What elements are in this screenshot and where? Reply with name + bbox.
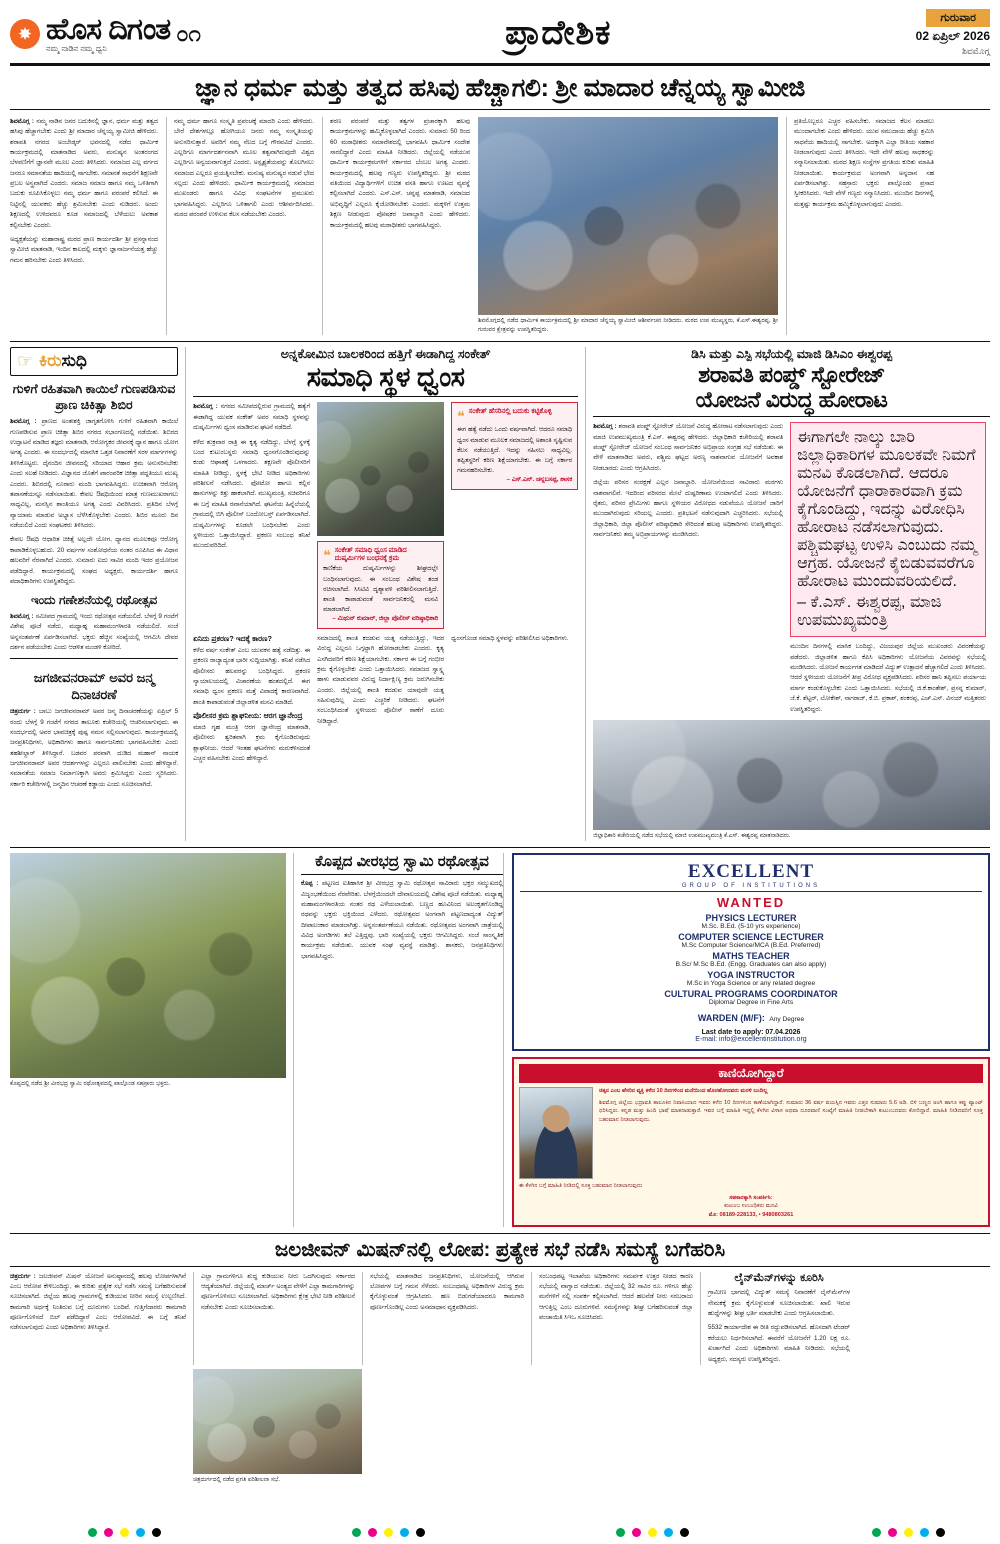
kirusudhi-title-2: ಸುಧಿ <box>61 351 87 371</box>
rathotsava-photo-block <box>10 853 293 1227</box>
kanike-phone[interactable]: ಮೊ: 08189-228133, • 9480803261 <box>708 1211 794 1218</box>
lead-story <box>10 66 990 335</box>
sharavathi-body3: ಮುಂದಿನ ದಿನಗಳಲ್ಲಿ ಮಾಸಿಕ ಬಂದಿದ್ದು, ವಿಜಯಪುರ ಜಿಲ್ಲೆಯ ಮುಖಂಡರು ವಿವರಣೆಯನ್ನು ಪಡೆದರು. ಜಿಲ್ಲಾಡಳಿತ ಹಾಗೂ ಕೆಪಿಸಿ ಅಧಿಕಾರಿಗಳು ಯೋಜನೆಯ ವಿವರವನ್ನು ಸಭೆಯಲ್ಲಿ ಮಂಡಿಸಿದರು. ಯೋಜನೆ ಕಾರ್ಯಗತ ಮಾಡಿದರೆ ವಿದ್ಯುತ್ ಉತ್ಪಾದನೆ ಹೆಚ್ಚಾಗಲಿದೆ ಎಂದು ತಿಳಿಸಿದರು. ಆದರೆ ಸ್ಥಳೀಯರು ಯೋಜನೆಗೆ ತೀವ್ರ ವಿರೋಧ ವ್ಯಕ್ತಪಡಿಸಿದರು. ಪರಿಸರ ಹಾನಿ ತಪ್ಪಿಸಲು ಪರ್ಯಾಯ ಮಾರ್ಗ ಕಂಡುಕೊಳ್ಳಬೇಕು ಎಂದು ಒತ್ತಾಯಿಸಿದರು. ಸಭೆಯಲ್ಲಿ ಜಿ.ಕೆ.ಕಾಂತೇಶ್, ಪ್ರಸನ್ನ ಕುಮಾರ್, ಜೆ.ಕೆ. ಶೆಟ್ಟರ್, ಲೋಕೇಶ್, ನಾಗರಾಜ್, ಕೆ.ಬಿ. ಪ್ರಕಾಶ್, ಶಂಕರಪ್ಪ, ಎಚ್.ಎಸ್. ವಿನಯ್ ಮತ್ತಿತರರು ಉಪಸ್ಥಿತರಿದ್ದರು. <box>790 643 987 713</box>
sharavathi-story <box>585 347 990 841</box>
job-item <box>520 913 982 930</box>
rathotsava-dateline: ಕೊಪ್ಪ : <box>301 880 319 888</box>
reg-dot <box>632 1528 641 1537</box>
lead-photo <box>478 117 778 315</box>
samadhi-caption-text: ಧ್ವಂಸಗೊಂಡ ಸಮಾಧಿ ಸ್ಥಳವನ್ನು ಪರಿಶೀಲಿಸಿದ ಅಧಿಕಾರಿಗಳು. <box>451 634 569 642</box>
kirusudhi-title-1: ಕಿರು <box>39 351 62 371</box>
newspaper-logo[interactable] <box>10 12 201 53</box>
job-role: COMPUTER SCIENCE LECTURER <box>678 931 824 942</box>
samadhi-quote2-text: ಈಗ ಹತ್ಯೆ ನಡೆದು ಒಂದು ವರ್ಷವಾಗಿದೆ. ಆದರೂ ಸಮಾಧಿ ಧ್ವಂಸ ಮಾಡುವ ಮೂಲಕ ಸಮಾಜದಲ್ಲಿ ಅಶಾಂತಿ ಸೃಷ್ಟಿಸುವ ಕೆಲಸ ನಡೆಯುತ್ತಿದೆ. ಇದನ್ನು ಸಹಿಸಲು ಸಾಧ್ಯವಿಲ್ಲ. ತಪ್ಪಿತಸ್ಥರಿಗೆ ಕಠಿಣ ಶಿಕ್ಷೆಯಾಗಬೇಕು. ಈ ಬಗ್ಗೆ ಸರ್ಕಾರ ಗಮನಹರಿಸಬೇಕು. <box>457 426 573 474</box>
reg-dot <box>400 1528 409 1537</box>
jaljeevan-subhead: ಲೈನ್‌ಮೆನ್‌ಗಳನ್ನು ಕೂರಿಸಿ <box>734 1271 824 1284</box>
kanike-title: ಕಾಣಿಯೋಗಿದ್ದಾರೆ <box>519 1064 983 1083</box>
reg-dot <box>936 1528 945 1537</box>
jaljeevan-col2: ಎಲ್ಲಾ ಗ್ರಾಮಗಳಿಗೂ ಶುದ್ಧ ಕುಡಿಯುವ ನೀರು ಒದಗಿಸುವುದು ಸರ್ಕಾರದ ಆದ್ಯತೆಯಾಗಿದೆ. ಜಿಲ್ಲೆಯಲ್ಲಿ ಮಾರ್ಚ್ ಅಂತ್ಯದ ವೇಳೆಗೆ ಎಲ್ಲಾ ಕಾಮಗಾರಿಗಳನ್ನು ಪೂರ್ಣಗೊಳಿಸಲು ಸೂಚಿಸಲಾಗಿದೆ. ಅಧಿಕಾರಿಗಳು ಕ್ಷೇತ್ರ ಭೇಟಿ ನೀಡಿ ಪರಿಶೀಲನೆ ನಡೆಸಬೇಕು ಎಂದು ಸೂಚಿಸಲಾಯಿತು. <box>201 1272 355 1311</box>
job-role: MATHS TEACHER <box>712 950 790 961</box>
reg-dot <box>88 1528 97 1537</box>
samadhi-quote-2 <box>451 402 578 489</box>
job-role: WARDEN (M/F): <box>697 1012 765 1023</box>
sharavathi-photo-caption: ಜಿಲ್ಲಾಧಿಕಾರಿ ಕಚೇರಿಯಲ್ಲಿ ನಡೆದ ಸಭೆಯಲ್ಲಿ ಮಾಜಿ ಉಪಮುಖ್ಯಮಂತ್ರಿ ಕೆ.ಎಸ್. ಈಶ್ವರಪ್ಪ ಮಾತನಾಡಿದರು. <box>593 832 791 839</box>
reg-dot <box>920 1528 929 1537</box>
job-item <box>520 932 982 949</box>
samadhi-dateline: ಶಿವಮೊಗ್ಗ : <box>193 403 218 411</box>
job-item <box>520 970 982 987</box>
edition-day: ಗುರುವಾರ <box>926 9 990 28</box>
jaljeevan-photo <box>193 1369 362 1474</box>
job-role: YOGA INSTRUCTOR <box>707 969 795 980</box>
jaljeevan-col5: 5532 ಕಾರ್ಯಾದೇಶ ಈ ರೀತಿ ರದ್ದುಪಡಿಸಲಾಗಿದೆ. ಹೊಸದಾಗಿ ಟೆಂಡರ್ ಕರೆಯಲು ನಿರ್ಧರಿಸಲಾಗಿದೆ. ಈವರೆಗೆ ಯೋಜನೆಗೆ 1.20 ಲಕ್ಷ ರೂ. ಖರ್ಚಾಗಿದೆ ಎಂದು ಅಧಿಕಾರಿಗಳು ಮಾಹಿತಿ ನೀಡಿದರು. ಸಭೆಯಲ್ಲಿ ಅಧ್ಯಕ್ಷರು, ಸದಸ್ಯರು ಉಪಸ್ಥಿತರಿದ್ದರು. <box>708 1324 850 1363</box>
lead-col-4 <box>786 117 934 335</box>
samadhi-sub1: ಏನಿದು ಪ್ರಕರಣ? ಇದಕ್ಕೆ ಕಾರಣ? <box>193 633 272 643</box>
kirusudhi-item2-dateline: ಶಿವಮೊಗ್ಗ : <box>10 612 34 620</box>
kirusudhi-item3-head: ಜಗಜೀವನರಾಮ್ ಅವರ ಜನ್ಮ ದಿನಾಚರಣೆ <box>33 670 155 703</box>
samadhi-body1: ನಗರದ ಸಮೀಪದಲ್ಲಿರುವ ಗ್ರಾಮದಲ್ಲಿ ಹತ್ಯೆಗೆ ಈಡಾಗಿದ್ದ ಯುವಕ ಸಂಕೇತ್ ಅವರ ಸಮಾಧಿ ಸ್ಥಳವನ್ನು ದುಷ್ಕರ್ಮಿಗಳು ಧ್ವಂಸ ಮಾಡಿರುವ ಘಟನೆ ನಡೆದಿದೆ. <box>193 403 311 432</box>
lead-photo-caption: ಶಿವಮೊಗ್ಗದಲ್ಲಿ ನಡೆದ ಧಾರ್ಮಿಕ ಕಾರ್ಯಕ್ರಮದಲ್ಲಿ ಶ್ರೀ ಮಾದಾರ ಚೆನ್ನಯ್ಯ ಸ್ವಾಮೀಜಿ ಆಶೀರ್ವಚನ ನೀಡಿದರು. ಮಠದ ಉಪ ಮುಖ್ಯಸ್ಥರು, ಕೆ.ಎಸ್.ಈಶ್ವರಪ್ಪ, ಶ್ರೀ ಗುರುವರ ಕ್ಷೇತ್ರವನ್ನು ಉಪಸ್ಥಿತರಿದ್ದರು. <box>478 317 778 333</box>
job-desc: M.Sc Computer Science/MCA (B.Ed. Preferred) <box>681 941 821 949</box>
reg-dot <box>904 1528 913 1537</box>
kanike-footer-label: ಸಹಕಾರಕ್ಕಾಗಿ ಸಂಪರ್ಕಿಸಿ: <box>729 1194 773 1201</box>
lead-col1b-text: ಅಧ್ಯಕ್ಷತೆಯನ್ನು ಮಹಾರಾಷ್ಟ್ರ ಮಠದ ಪ್ರಾಣ ಕಾರ್ಯದರ್ಶಿ ಶ್ರೀ ಪ್ರಸನ್ನಾನಂದ ಸ್ವಾಮೀಜಿ ಮಾತನಾಡಿ, ಇಂದಿನ ಕಾಲದಲ್ಲಿ ಮಕ್ಕಳು ಜ್ಞಾನಾರ್ಜನೆಯತ್ತ ಹೆಚ್ಚು ಗಮನ ಹರಿಸಬೇಕು ಎಂದು ತಿಳಿಸಿದರು. <box>10 235 158 264</box>
jaljeevan-col3: ಸಭೆಯಲ್ಲಿ ಮಾತನಾಡಿದ ಜನಪ್ರತಿನಿಧಿಗಳು, ಯೋಜನೆಯಲ್ಲಿ ಆಗಿರುವ ಲೋಪಗಳ ಬಗ್ಗೆ ಗಮನ ಸೆಳೆದರು. ಸಂಬಂಧಪಟ್ಟ ಅಧಿಕಾರಿಗಳ ವಿರುದ್ಧ ಕ್ರಮ ಕೈಗೊಳ್ಳುವಂತೆ ಆಗ್ರಹಿಸಿದರು. ಹಣ ಬಿಡುಗಡೆಯಾದರೂ ಕಾಮಗಾರಿ ಪೂರ್ಣಗೊಂಡಿಲ್ಲ ಎಂದು ಅಸಮಾಧಾನ ವ್ಯಕ್ತಪಡಿಸಿದರು. <box>370 1272 524 1311</box>
samadhi-body3: ಕಳೆದ ವರ್ಷ ಸಂಕೇತ್ ಎಂಬ ಯುವಕನ ಹತ್ಯೆ ನಡೆದಿತ್ತು. ಈ ಪ್ರಕರಣ ರಾಜ್ಯಾದ್ಯಂತ ಭಾರೀ ಸುದ್ದಿಯಾಗಿತ್ತು. ತನಿಖೆ ನಡೆಸಿದ ಪೊಲೀಸರು ಹಲವರನ್ನು ಬಂಧಿಸಿದ್ದರು. ಪ್ರಕರಣ ನ್ಯಾಯಾಲಯದಲ್ಲಿ ವಿಚಾರಣೆಯ ಹಂತದಲ್ಲಿದೆ. ಈಗ ಸಮಾಧಿ ಧ್ವಂಸ ಪ್ರಕರಣ ಮತ್ತೆ ವಿವಾದಕ್ಕೆ ಕಾರಣವಾಗಿದೆ. ಶಾಂತಿ ಕಾಪಾಡುವಂತೆ ಜಿಲ್ಲಾಡಳಿತ ಮನವಿ ಮಾಡಿದೆ. <box>193 646 311 706</box>
job-desc: B.Sc/ M.Sc B.Ed. (Engg. Graduates can also apply) <box>675 960 827 968</box>
job-desc: Diploma/ Degree in Fine Arts <box>708 998 794 1006</box>
kirusudhi-item1-body2: ಕೇವಲ ಔಷಧಿ ಆಧಾರಿತ ಚಿಕಿತ್ಸೆ ಅಲ್ಲದೇ ಯೋಗ, ಧ್ಯಾನದ ಮೂಲಕವೂ ಆರೋಗ್ಯ ಕಾಪಾಡಿಕೊಳ್ಳಬಹುದು. 20 ವರ್ಷಗಳ ಸಂಶೋಧನೆಯ ನಂತರ ರೂಪಿಸಿದ ಈ ವಿಧಾನ ಹಲವರಿಗೆ ನೆರವಾಗಿದೆ ಎಂದರು. ಸುಮಾರು ಐದು ಸಾವಿರ ಮಂದಿ ಇದರ ಪ್ರಯೋಜನ ಪಡೆದಿದ್ದಾರೆ. ಕಾರ್ಯಕ್ರಮದಲ್ಲಿ ಸಂಘದ ಅಧ್ಯಕ್ಷರು, ಕಾರ್ಯದರ್ಶಿ ಹಾಗೂ ಪದಾಧಿಕಾರಿಗಳು ಉಪಸ್ಥಿತರಿದ್ದರು. <box>10 536 179 585</box>
lead-dateline: ಶಿವಮೊಗ್ಗ : <box>10 117 34 125</box>
excellent-lastdate: Last date to apply: 07.04.2026 <box>701 1028 801 1036</box>
jaljeevan-headline: ಜಲಜೀವನ್ ಮಿಷನ್‌ನಲ್ಲಿ ಲೋಪ: ಪ್ರತ್ಯೇಕ ಸಭೆ ನಡೆಸಿ ಸಮಸ್ಯೆ ಬಗೆಹರಿಸಿ <box>274 1238 726 1261</box>
reg-dot <box>152 1528 161 1537</box>
samadhi-quote1-text: ಕಾಣಿಕೆಯ ದುಷ್ಕರ್ಮಿಗಳನ್ನು ಶೀಘ್ರದಲ್ಲೇ ಬಂಧಿಸಲಾಗುವುದು. ಈ ಸಂಬಂಧ ವಿಶೇಷ ತಂಡ ರಚಿಸಲಾಗಿದೆ. ಸಿಸಿಟಿವಿ ದೃಶ್ಯಾವಳಿ ಪರಿಶೀಲಿಸಲಾಗುತ್ತಿದೆ. ಶಾಂತಿ ಕಾಪಾಡುವಂತೆ ಸಾರ್ವಜನಿಕರಲ್ಲಿ ಮನವಿ ಮಾಡಲಾಗಿದೆ. <box>323 565 439 613</box>
missing-person-ad <box>512 1057 990 1227</box>
rathotsava-headline: ಕೊಪ್ಪದ ವೀರಭದ್ರ ಸ್ವಾಮಿ ರಥೋತ್ಸವ <box>315 852 489 870</box>
sharavathi-headline-1: ಶರಾವತಿ ಪಂಪ್ಡ್ ಸ್ಟೋರೇಜ್ <box>698 361 885 387</box>
reg-dot <box>120 1528 129 1537</box>
reg-dot <box>384 1528 393 1537</box>
masthead <box>10 8 990 66</box>
jaljeevan-col4: ಸಂಬಂಧಪಟ್ಟ ಇಲಾಖೆಯ ಅಧಿಕಾರಿಗಳು ಸಮರ್ಪಕ ಉತ್ತರ ನೀಡದ ಕಾರಣ ಸಭೆಯಲ್ಲಿ ವಾಗ್ವಾದ ನಡೆಯಿತು. ಜಿಲ್ಲೆಯಲ್ಲಿ 32 ಸಾವಿರ ರೂ. ಗಳಿಗೂ ಹೆಚ್ಚು ಮನೆಗಳಿಗೆ ನಲ್ಲಿ ಸಂಪರ್ಕ ಕಲ್ಪಿಸಲಾಗಿದೆ. ಆದರೆ ಹಲವೆಡೆ ನೀರು ಸರಬರಾಜು ಆಗುತ್ತಿಲ್ಲ ಎಂಬ ದೂರುಗಳಿವೆ. ಸಮಸ್ಯೆಗಳನ್ನು ಶೀಘ್ರ ಬಗೆಹರಿಸುವಂತೆ ಜಿಲ್ಲಾ ಪಂಚಾಯಿತಿ ಸಿಇಒ ಸೂಚಿಸಿದರು. <box>539 1272 693 1322</box>
reg-dot <box>368 1528 377 1537</box>
jaljeevan-col-1 <box>10 1272 186 1365</box>
samadhi-quote-1 <box>317 541 444 628</box>
kirusudhi-item1-dateline: ಶಿವಮೊಗ್ಗ : <box>10 418 37 426</box>
kanike-body: ಶಿವಮೊಗ್ಗ ಜಿಲ್ಲೆಯ ಭದ್ರಾವತಿ ತಾಲೂಕಿನ ನಿವಾಸಿಯಾದ ಇವರು ಕಳೆದ 10 ದಿನಗಳಿಂದ ಕಾಣೆಯಾಗಿದ್ದಾರೆ. ಸುಮಾರು 36 ವರ್ಷ ವಯಸ್ಸಿನ ಇವರು ಎತ್ತರ ಸುಮಾರು 5.6 ಅಡಿ. ಬಿಳಿ ಬಣ್ಣದ ಅಂಗಿ ಹಾಗೂ ಕಪ್ಪು ಪ್ಯಾಂಟ್ ಧರಿಸಿದ್ದರು. ಕನ್ನಡ ಮತ್ತು ಹಿಂದಿ ಭಾಷೆ ಮಾತನಾಡುತ್ತಾರೆ. ಇವರ ಬಗ್ಗೆ ಮಾಹಿತಿ ಇದ್ದಲ್ಲಿ ಕೆಳಗಿನ ವಿಳಾಸ ಅಥವಾ ದೂರವಾಣಿ ಸಂಖ್ಯೆಗೆ ಮಾಹಿತಿ ನೀಡಬೇಕಾಗಿ ಕುಟುಂಬದವರು ಕೋರಿದ್ದಾರೆ. ಮಾಹಿತಿ ನೀಡಿದವರಿಗೆ ಸೂಕ್ತ ಬಹುಮಾನ ನೀಡಲಾಗುವುದು. <box>599 1099 983 1123</box>
lead-col3-text: ಶರಣ ಪರಂಪರೆ ಮತ್ತು ತತ್ವಗಳ ಪ್ರಚಾರಕ್ಕಾಗಿ ಹಲವು ಕಾರ್ಯಕ್ರಮಗಳನ್ನು ಹಮ್ಮಿಕೊಳ್ಳಲಾಗಿದೆ ಎಂದರು. ಸುಮಾರು 50 ರಿಂದ 60 ಮಠಾಧೀಶರು ಸಮಾವೇಶದಲ್ಲಿ ಭಾಗವಹಿಸಿ ಧಾರ್ಮಿಕ ಸಂದೇಶ ಸಾರಲಿದ್ದಾರೆ ಎಂದು ಮಾಹಿತಿ ನೀಡಿದರು. ಜಿಲ್ಲೆಯಲ್ಲಿ ನಡೆಯುವ ಧಾರ್ಮಿಕ ಕಾರ್ಯಕ್ರಮಗಳಿಗೆ ಸರ್ಕಾರದ ಬೆಂಬಲ ಅಗತ್ಯ ಎಂದರು. ಕಾರ್ಯಕ್ರಮದಲ್ಲಿ ಹಲವು ಗಣ್ಯರು ಉಪಸ್ಥಿತರಿದ್ದರು. ಶ್ರೀ ಮಠದ ವತಿಯಿಂದ ವಿದ್ಯಾರ್ಥಿಗಳಿಗೆ ಉಚಿತ ವಸತಿ ಹಾಗೂ ಊಟದ ವ್ಯವಸ್ಥೆ ಕಲ್ಪಿಸಲಾಗಿದೆ ಎಂದರು. ಎಸ್.ಎಸ್. ಚನ್ನಪ್ಪ ಮಾತನಾಡಿ, ಸಮಾಜದ ಅಭಿವೃದ್ಧಿಗೆ ಎಲ್ಲರೂ ಕೈಜೋಡಿಸಬೇಕು ಎಂದರು. ಮಕ್ಕಳಿಗೆ ಉತ್ತಮ ಶಿಕ್ಷಣ ನೀಡುವುದು ಪೋಷಕರ ಜವಾಬ್ದಾರಿ ಎಂದು ಹೇಳಿದರು. ಕಾರ್ಯಕ್ರಮದಲ್ಲಿ ಹಲವು ಮಠಾಧೀಶರು ಭಾಗವಹಿಸಿದ್ದರು. <box>330 117 470 229</box>
kirusudhi-item2-head: ಇಂದು ಗಣೇಶನೆಯಲ್ಲಿ ರಥೋತ್ಸವ <box>30 593 158 608</box>
kanike-note: ಕುಟುಂಬ ಸಂಬಂಧಿಕರು ಮನವಿ <box>724 1203 778 1210</box>
kirusudhi-header <box>10 347 178 376</box>
sharavathi-dateline: ಶಿವಮೊಗ್ಗ : <box>593 423 617 431</box>
samadhi-body2: ಕಳೆದ ಶುಕ್ರವಾರ ರಾತ್ರಿ ಈ ಕೃತ್ಯ ನಡೆದಿದ್ದು, ಬೆಳಗ್ಗೆ ಸ್ಥಳಕ್ಕೆ ಬಂದ ಕುಟುಂಬಸ್ಥರು ಸಮಾಧಿ ಧ್ವಂಸಗೊಂಡಿರುವುದನ್ನು ಕಂಡು ಆಘಾತಕ್ಕೆ ಒಳಗಾದರು. ತಕ್ಷಣವೇ ಪೊಲೀಸರಿಗೆ ಮಾಹಿತಿ ನೀಡಿದ್ದು, ಸ್ಥಳಕ್ಕೆ ಭೇಟಿ ನೀಡಿದ ಅಧಿಕಾರಿಗಳು ಪರಿಶೀಲನೆ ನಡೆಸಿದರು. ಫೋಟೋ ಹಾಗೂ ಕಲ್ಲಿನ ಹಾಸುಗಳನ್ನು ಕಿತ್ತು ಹಾಕಲಾಗಿದೆ. ಮುಖ್ಯಮಂತ್ರಿ, ಸಚಿವರಿಗೂ ಈ ಬಗ್ಗೆ ಮಾಹಿತಿ ರವಾನೆಯಾಗಿದೆ. ಘಟನೆಯ ಹಿನ್ನೆಲೆಯಲ್ಲಿ ಗ್ರಾಮದಲ್ಲಿ ಬಿಗಿ ಪೊಲೀಸ್ ಬಂದೋಬಸ್ತ್ ಏರ್ಪಡಿಸಲಾಗಿದೆ. ದುಷ್ಕರ್ಮಿಗಳನ್ನು ಕೂಡಲೇ ಬಂಧಿಸಬೇಕು ಎಂದು ಸ್ಥಳೀಯರು ಒತ್ತಾಯಿಸಿದ್ದಾರೆ. ಪ್ರಕರಣ ಸಂಬಂಧ ತನಿಖೆ ಮುಂದುವರಿದಿದೆ. <box>193 438 311 550</box>
job-desc: Any Degree <box>769 1015 805 1023</box>
job-item <box>520 1008 982 1026</box>
reg-dot <box>680 1528 689 1537</box>
jaljeevan-col1: ಜಲಜೀವನ್ ಮಿಷನ್ ಯೋಜನೆ ಅನುಷ್ಠಾನದಲ್ಲಿ ಹಲವು ಲೋಪಗಳಾಗಿವೆ ಎಂಬ ಆರೋಪ ಕೇಳಿಬಂದಿದ್ದು, ಈ ಕುರಿತು ಪ್ರತ್ಯೇಕ ಸಭೆ ನಡೆಸಿ ಸಮಸ್ಯೆ ಬಗೆಹರಿಸುವಂತೆ ಸೂಚಿಸಲಾಗಿದೆ. ಜಿಲ್ಲೆಯ ಹಲವು ಗ್ರಾಮಗಳಲ್ಲಿ ಕುಡಿಯುವ ನೀರಿನ ಸಮಸ್ಯೆ ಉಲ್ಬಣಿಸಿದೆ. ಕಾಮಗಾರಿ ಅರ್ಧಕ್ಕೆ ನಿಂತಿರುವ ಬಗ್ಗೆ ದೂರುಗಳು ಬಂದಿವೆ. ಗುತ್ತಿಗೆದಾರರು ಕಾಮಗಾರಿ ಪೂರ್ಣಗೊಳಿಸದೆ ಬಿಲ್ ಪಡೆದಿದ್ದಾರೆ ಎಂಬ ಆರೋಪವಿದೆ. ಈ ಬಗ್ಗೆ ತನಿಖೆ ನಡೆಸಲಾಗುವುದು ಎಂದು ಅಧಿಕಾರಿಗಳು ತಿಳಿಸಿದ್ದಾರೆ. <box>10 1272 187 1332</box>
rathotsava-photo <box>10 853 286 1078</box>
kirusudhi-column <box>10 347 185 841</box>
globe-icon: ✸ <box>10 19 40 49</box>
missing-person-photo <box>519 1087 593 1179</box>
samadhi-headline: ಸಮಾಧಿ ಸ್ಥಳ ಧ್ವಂಸ <box>306 361 465 392</box>
job-item <box>520 951 982 968</box>
pointing-hand-icon: ☞ <box>17 350 34 371</box>
jaljeevan-col-2 <box>193 1272 355 1365</box>
jaljeevan-col-3 <box>362 1272 524 1365</box>
samadhi-quote1-author: – ಮಿಥುನ್ ಕುಮಾರ್, ಜಿಲ್ಲಾ ಪೊಲೀಸ್ ವರಿಷ್ಠಾಧಿಕಾರಿ <box>332 614 439 622</box>
lead-headline: ಜ್ಞಾನ ಧರ್ಮ ಮತ್ತು ತತ್ವದ ಹಸಿವು ಹೆಚ್ಚಾಗಲಿ: ಶ್ರೀ ಮಾದಾರ ಚೆನ್ನಯ್ಯ ಸ್ವಾಮೀಜಿ <box>194 74 806 102</box>
quote-mark-icon-2: ❝ <box>457 408 465 425</box>
excellent-wanted: WANTED <box>716 894 786 910</box>
masthead-dateblock <box>916 9 990 59</box>
logo-title: ಹೊಸ ದಿಗಂತ <box>46 12 171 46</box>
jaljeevan-photo-caption: ಚಿತ್ರದುರ್ಗದಲ್ಲಿ ನಡೆದ ಪ್ರಗತಿ ಪರಿಶೀಲನಾ ಸಭೆ. <box>193 1476 281 1483</box>
excellent-brand: EXCELLENT <box>687 860 815 882</box>
samadhi-photo <box>317 402 444 536</box>
job-item <box>520 989 982 1006</box>
samadhi-sub2: ಪೊಲೀಸರ ಕ್ರಮ ಶ್ಲಾಘನೀಯ: ಆರಗ ಜ್ಞಾನೇಂದ್ರ <box>193 711 303 720</box>
sharavathi-quote-author: – ಕೆ.ಎಸ್. ಈಶ್ವರಪ್ಪ, ಮಾಜಿ ಉಪಮುಖ್ಯಮಂತ್ರಿ <box>797 594 942 630</box>
reg-dot <box>616 1528 625 1537</box>
samadhi-quote1-head: ಸಂಕೇತ್ ಸಮಾಧಿ ಧ್ವಂಸ ಮಾಡಿದ ದುಷ್ಕರ್ಮಿಗಳ ಬಂಧನಕ್ಕೆ ಕ್ರಮ <box>334 547 407 563</box>
rathotsava-body: ಪಟ್ಟಣದ ಐತಿಹಾಸಿಕ ಶ್ರೀ ವೀರಭದ್ರ ಸ್ವಾಮಿ ರಥೋತ್ಸವ ಸಾವಿರಾರು ಭಕ್ತರ ಸಮ್ಮುಖದಲ್ಲಿ ವಿಜೃಂಭಣೆಯಿಂದ ನೆರವೇರಿತು. ಬೆಳಗ್ಗೆಯಿಂದಲೇ ದೇವಾಲಯದಲ್ಲಿ ವಿಶೇಷ ಪೂಜೆ ನಡೆಯಿತು. ಮಧ್ಯಾಹ್ನ ಮಹಾಮಂಗಳಾರತಿಯ ನಂತರ ರಥ ಎಳೆಯಲಾಯಿತು. ಬಣ್ಣದ ಹೂವಿನಿಂದ ಅಲಂಕೃತಗೊಂಡಿದ್ದ ರಥವನ್ನು ಭಕ್ತರು ಭಕ್ತಿಯಿಂದ ಎಳೆದರು. ರಥೋತ್ಸವದ ಅಂಗವಾಗಿ ಪಟ್ಟಣದಾದ್ಯಂತ ವಿದ್ಯುತ್ ದೀಪಾಲಂಕಾರ ಮಾಡಲಾಗಿತ್ತು. ಅನ್ನಸಂತರ್ಪಣೆಯೂ ನಡೆಯಿತು. ರಥೋತ್ಸವದ ಅಂಗವಾಗಿ ಜಾತ್ರೆಯಲ್ಲಿ ವಿವಿಧ ಅಂಗಡಿಗಳು ತಲೆ ಎತ್ತಿದ್ದವು. ಭಾರಿ ಸಂಖ್ಯೆಯಲ್ಲಿ ಭಕ್ತರು ಆಗಮಿಸಿದ್ದರು. ಸಂಜೆ ಸಾಂಸ್ಕೃತಿಕ ಕಾರ್ಯಕ್ರಮ ನಡೆಯಿತು. ಯುವಕ ಸಂಘ ವ್ಯವಸ್ಥೆ ಮಾಡಿತ್ತು. ಶಾಸಕರು, ಜನಪ್ರತಿನಿಧಿಗಳು ಭಾಗವಹಿಸಿದ್ದರು. <box>301 880 504 960</box>
rathotsava-story <box>293 853 503 1227</box>
samadhi-story <box>185 347 585 841</box>
reg-dot <box>352 1528 361 1537</box>
jaljeevan-sub-body: ಗ್ರಾಮೀಣ ಭಾಗದಲ್ಲಿ ವಿದ್ಯುತ್ ಸಮಸ್ಯೆ ನಿವಾರಣೆಗೆ ಲೈನ್‌ಮೆನ್‌ಗಳ ನೇಮಕಕ್ಕೆ ಕ್ರಮ ಕೈಗೊಳ್ಳುವಂತೆ ಸೂಚಿಸಲಾಯಿತು. ಖಾಲಿ ಇರುವ ಹುದ್ದೆಗಳನ್ನು ಶೀಘ್ರ ಭರ್ತಿ ಮಾಡಬೇಕು ಎಂದು ಆಗ್ರಹಿಸಲಾಯಿತು. <box>708 1289 850 1318</box>
reg-dot <box>872 1528 881 1537</box>
ads-column <box>503 853 990 1227</box>
lead-col-3 <box>322 117 470 335</box>
samadhi-quote2-author: – ಎಸ್.ಎನ್. ಚನ್ನಬಸಪ್ಪ, ಶಾಸಕ <box>506 475 573 483</box>
job-desc: M.Sc in Yoga Science or any related degree <box>686 979 816 987</box>
kanike-top-line: ಚಿಕ್ಕನ ಎಂಬ ಹೆಸರಿನ ವ್ಯಕ್ತಿ ಕಳೆದ 10 ದಿನಗಳಿಂದ ಮನೆಯಿಂದ ಹೊರಹೋದವರು ಮರಳಿ ಬಂದಿಲ್ಲ <box>599 1087 768 1094</box>
sharavathi-quote-text: ಈಗಾಗಲೇ ನಾಲ್ಕು ಬಾರಿ ಜಿಲ್ಲಾಧಿಕಾರಿಗಳ ಮೂಲಕವೇ ನಿಮಗೆ ಮನವಿ ಕೊಡಲಾಗಿದೆ. ಆದರೂ ಯೋಜನೆಗೆ ಧಾರಾಕಾರವಾಗಿ ಕ್ರಮ ಕೈಗೊಂಡಿದ್ದು, ಇದನ್ನು ವಿರೋಧಿಸಿ ಹೋರಾಟ ನಡೆಸಲಾಗುವುದು. ಪಶ್ಚಿಮಘಟ್ಟ ಉಳಿಸಿ ಎಂಬುದು ನಮ್ಮ ಆಗ್ರಹ. ಯೋಜನೆ ಕೈಬಿಡುವವರೆಗೂ ಹೋರಾಟ ಮುಂದುವರಿಯಲಿದೆ. <box>797 429 977 591</box>
job-role: PHYSICS LECTURER <box>705 912 797 923</box>
excellent-email[interactable]: E-mail: info@excellentinstitution.org <box>695 1035 807 1043</box>
lead-col1-text: ನಮ್ಮ ನಾಡಿನ ಜನರ ಬದುಕಿನಲ್ಲಿ ಜ್ಞಾನ, ಧರ್ಮ ಮತ್ತು ತತ್ವದ ಹಸಿವು ಹೆಚ್ಚಾಗಬೇಕು ಎಂದು ಶ್ರೀ ಮಾದಾರ ಚೆನ್ನಯ್ಯ ಸ್ವಾಮೀಜಿ ಹೇಳಿದರು. ಶರಾವತಿ ನಗರದ ಅಂಬೇಡ್ಕರ್ ಭವನದಲ್ಲಿ ನಡೆದ ಧಾರ್ಮಿಕ ಕಾರ್ಯಕ್ರಮದಲ್ಲಿ ಮಾತನಾಡಿದ ಅವರು, ಮನುಷ್ಯನ ಅಂತರಂಗದ ಬೆಳವಣಿಗೆಗೆ ಜ್ಞಾನವೇ ಮೂಲ ಎಂದು ತಿಳಿಸಿದರು. ಸಮಾಜದ ಎಲ್ಲ ವರ್ಗದ ಜನರೂ ಸಮಾನತೆಯ ಹಾದಿಯಲ್ಲಿ ಸಾಗಬೇಕು. ಸಮಾನತೆ ಸಾಧನೆಗೆ ಶಿಕ್ಷಣವೇ ಪ್ರಬಲ ಅಸ್ತ್ರವಾಗಿದೆ ಎಂದರು. ಸಮಾಜ ಸಮಾಜ ಹಾಗೂ ನಮ್ಮ ಒಳಿತಿಗಾಗಿ ಬದುಕು ರೂಪಿಸಿಕೊಳ್ಳಲು ನಮ್ಮ ಧರ್ಮ ಹಾಗೂ ಪರಂಪರೆ ಕಲಿಸಿದೆ. ಈ ನಿಟ್ಟಿನಲ್ಲಿ ಯುವಕರು ಹೆಚ್ಚು ಶ್ರಮಿಸಬೇಕು ಎಂದು ನುಡಿದರು. ಅಂದು ಶಿಕ್ಷಣದಲ್ಲಿ ಉಳಿದವರೂ ಕೂಡ ಸಮಾಜದಲ್ಲಿ ಬೆಳೆಯಲು ಅವಕಾಶ ಕಲ್ಪಿಸಬೇಕು ಎಂದರು. <box>10 117 159 229</box>
reg-dot <box>104 1528 113 1537</box>
excellent-brand-sub: GROUP OF INSTITUTIONS <box>520 883 982 892</box>
job-desc: M.Sc. B.Ed. (5-10 yrs experience) <box>701 922 801 930</box>
sharavathi-headline-2: ಯೋಜನೆ ವಿರುದ್ಧ ಹೋರಾಟ <box>695 387 888 413</box>
jaljeevan-col-5 <box>700 1272 850 1365</box>
lead-col4-text: ಪ್ರತಿಯೊಬ್ಬರೂ ಎಚ್ಚರ ವಹಿಸಬೇಕು. ಸಮಾಜದ ಕೆಲಸ ಮಾಡಲು ಮುಂದಾಗಬೇಕು ಎಂದು ಹೇಳಿದರು. ಯುವ ಸಮುದಾಯ ಹೆಚ್ಚು ಶ್ರಮಿಸಿ ಸಾಧನೆಯ ಹಾದಿಯಲ್ಲಿ ಸಾಗಬೇಕು. ಅದಕ್ಕಾಗಿ ಎಲ್ಲಾ ರೀತಿಯ ಸಹಕಾರ ನೀಡಲಾಗುವುದು ಎಂದು ತಿಳಿಸಿದರು. ಇದೇ ವೇಳೆ ಹಲವು ಸಾಧಕರನ್ನು ಸನ್ಮಾನಿಸಲಾಯಿತು. ಮಠದ ಶಿಕ್ಷಣ ಸಂಸ್ಥೆಗಳ ಪ್ರಗತಿಯ ಕುರಿತು ಮಾಹಿತಿ ನೀಡಲಾಯಿತು. ಕಾರ್ಯಕ್ರಮದ ಅಂಗವಾಗಿ ಅನ್ನದಾನ ಸಹ ಏರ್ಪಡಿಸಲಾಗಿತ್ತು. ಸಹಸ್ರಾರು ಭಕ್ತರು ಪಾಲ್ಗೊಂಡು ಪ್ರಸಾದ ಸ್ವೀಕರಿಸಿದರು. ಇದೇ ವೇಳೆ ಗಣ್ಯರು ಸನ್ಮಾನಿಸಿದರು. ಮುಂದಿನ ದಿನಗಳಲ್ಲಿ ಮತ್ತಷ್ಟು ಕಾರ್ಯಕ್ರಮ ಹಮ್ಮಿಕೊಳ್ಳಲಾಗುವುದು ಎಂದರು. <box>794 117 934 208</box>
reg-dot <box>136 1528 145 1537</box>
kirusudhi-item3-body: ಬಾಬು ಜಗಜೀವನರಾಮ್ ಅವರ ಜನ್ಮ ದಿನಾಚರಣೆಯನ್ನು ಏಪ್ರಿಲ್ 5 ರಂದು ಬೆಳಗ್ಗೆ 9 ಗಂಟೆಗೆ ನಗರದ ತಾಲೂಕು ಕಚೇರಿಯಲ್ಲಿ ಆಚರಿಸಲಾಗುವುದು. ಈ ಸಂದರ್ಭದಲ್ಲಿ ಅವರ ಭಾವಚಿತ್ರಕ್ಕೆ ಪುಷ್ಪ ನಮನ ಸಲ್ಲಿಸಲಾಗುವುದು. ಕಾರ್ಯಕ್ರಮದಲ್ಲಿ ಜನಪ್ರತಿನಿಧಿಗಳು, ಅಧಿಕಾರಿಗಳು ಹಾಗೂ ಸಾರ್ವಜನಿಕರು ಭಾಗವಹಿಸಬೇಕು ಎಂದು ತಹಶೀಲ್ದಾರ್ ತಿಳಿಸಿದ್ದಾರೆ. ಬಡವರ ಪರವಾಗಿ ದುಡಿದ ಮಹಾನ್ ನಾಯಕ ಜಗಜೀವನರಾಮ್ ಅವರ ಆದರ್ಶಗಳನ್ನು ಎಲ್ಲರೂ ಪಾಲಿಸಬೇಕು ಎಂದು ಹೇಳಿದ್ದಾರೆ. ಸಮಾನತೆಯ ಸಮಾಜ ನಿರ್ಮಾಣಕ್ಕಾಗಿ ಅವರು ಶ್ರಮಿಸಿದ್ದರು ಎಂದು ಸ್ಮರಿಸಿದರು. ಸರ್ಕಾರಿ ಕಚೇರಿಗಳಲ್ಲಿ ಜನ್ಮದಿನ ಆಚರಣೆ ಕಡ್ಡಾಯ ಎಂದು ಸೂಚಿಸಲಾಗಿದೆ. <box>10 708 179 788</box>
jaljeevan-story <box>10 1234 990 1485</box>
kanike-footer: ಈ ಕೆಳಗಿನ ಬಗ್ಗೆ ಮಾಹಿತಿ ನೀಡಿದಲ್ಲಿ ಸೂಕ್ತ ಬಹುಮಾನ ನೀಡಲಾಗುವುದು <box>519 1182 643 1189</box>
quote-mark-icon: ❝ <box>323 547 331 564</box>
samadhi-body4: ಮಾಜಿ ಗೃಹ ಮಂತ್ರಿ ಆರಗ ಜ್ಞಾನೇಂದ್ರ ಮಾತನಾಡಿ, ಪೊಲೀಸರು ತ್ವರಿತವಾಗಿ ಕ್ರಮ ಕೈಗೊಂಡಿರುವುದು ಶ್ಲಾಘನೀಯ. ಆದರೆ ಇಂತಹ ಘಟನೆಗಳು ಮರುಕಳಿಸದಂತೆ ಎಚ್ಚರ ವಹಿಸಬೇಕು ಎಂದು ಹೇಳಿದ್ದಾರೆ. <box>193 724 311 763</box>
sharavathi-body1: ಶರಾವತಿ ಪಂಪ್ಡ್ ಸ್ಟೋರೇಜ್ ಯೋಜನೆ ವಿರುದ್ಧ ಹೋರಾಟ ನಡೆಸಲಾಗುವುದು ಎಂದು ಮಾಜಿ ಉಪಮುಖ್ಯಮಂತ್ರಿ ಕೆ.ಎಸ್. ಈಶ್ವರಪ್ಪ ಹೇಳಿದರು. ಜಿಲ್ಲಾಧಿಕಾರಿ ಕಚೇರಿಯಲ್ಲಿ ಶರಾವತಿ ಪಂಪ್ಡ್ ಸ್ಟೋರೇಜ್ ಯೋಜನೆ ಸಂಬಂಧ ಸಾರ್ವಜನಿಕರ ಅಭಿಪ್ರಾಯ ಸಂಗ್ರಹ ಸಭೆ ನಡೆಯಿತು. ಈ ವೇಳೆ ಮಾತನಾಡಿದ ಅವರು, ಪಶ್ಚಿಮ ಘಟ್ಟದ ಅರಣ್ಯ ನಾಶವಾಗುವ ಯೋಜನೆಗೆ ಅವಕಾಶ ನೀಡಬಾರದು ಎಂದು ಆಗ್ರಹಿಸಿದರು. <box>593 423 784 472</box>
logo-page-number: ೦೧ <box>176 20 201 46</box>
section-title: ಪ್ರಾದೇಶಿಕ <box>505 14 612 52</box>
reg-dot <box>664 1528 673 1537</box>
edition-date: 02 ಏಪ್ರಿಲ್ 2026 <box>915 29 990 43</box>
lead-photo-block <box>478 117 778 335</box>
logo-tagline: ನಮ್ಮ ನಾಡಿನ ನಮ್ಮ ಧ್ವನಿ <box>46 43 107 53</box>
samadhi-quote2-head: ಸಂಕೇತ್ ಹೆಸರಿನಲ್ಲಿ ಬದುಕು ಕಟ್ಟಿಕೊಳ್ಳಿ <box>468 408 552 416</box>
sharavathi-body2: ಜಿಲ್ಲೆಯ ಪರಿಸರ ಸಂರಕ್ಷಣೆ ಎಲ್ಲರ ಜವಾಬ್ದಾರಿ. ಯೋಜನೆಯಿಂದ ಸಾವಿರಾರು ಮರಗಳು ನಾಶವಾಗಲಿವೆ. ಇದರಿಂದ ಪರಿಸರದ ಮೇಲೆ ದುಷ್ಪರಿಣಾಮ ಉಂಟಾಗಲಿದೆ ಎಂದು ತಿಳಿಸಿದರು. ರೈತರು, ಪರಿಸರ ಪ್ರೇಮಿಗಳು ಹಾಗೂ ಸ್ಥಳೀಯರ ವಿರೋಧದ ನಡುವೆಯೂ ಯೋಜನೆ ಜಾರಿಗೆ ಮುಂದಾಗಿರುವುದು ಸರಿಯಲ್ಲ ಎಂದರು. ಪ್ರತಿಭಟನೆ ನಡೆಸುವುದಾಗಿ ಎಚ್ಚರಿಸಿದರು. ಸಭೆಯಲ್ಲಿ ಜಿಲ್ಲಾಧಿಕಾರಿ, ಜಿಲ್ಲಾ ಪೊಲೀಸ್ ವರಿಷ್ಠಾಧಿಕಾರಿ ಸೇರಿದಂತೆ ಹಲವು ಅಧಿಕಾರಿಗಳು ಉಪಸ್ಥಿತರಿದ್ದರು. ಸಾರ್ವಜನಿಕರು ತಮ್ಮ ಅಭಿಪ್ರಾಯಗಳನ್ನು ಮಂಡಿಸಿದರು. <box>593 479 784 539</box>
samadhi-body5: ಸಮಾಜದಲ್ಲಿ ಶಾಂತಿ ಕದಡುವ ಯತ್ನ ನಡೆಯುತ್ತಿದ್ದು, ಇದರ ವಿರುದ್ಧ ಎಲ್ಲರೂ ಒಗ್ಗಟ್ಟಾಗಿ ಹೋರಾಡಬೇಕು ಎಂದರು. ಕೃತ್ಯ ಎಸಗಿದವರಿಗೆ ಕಠಿಣ ಶಿಕ್ಷೆಯಾಗಬೇಕು. ಸರ್ಕಾರ ಈ ಬಗ್ಗೆ ಗಂಭೀರ ಕ್ರಮ ಕೈಗೊಳ್ಳಬೇಕು ಎಂದು ಒತ್ತಾಯಿಸಿದರು. ಸಮಾಜದ ಸ್ವಾಸ್ಥ್ಯ ಹಾಳು ಮಾಡುವವರ ವಿರುದ್ಧ ನಿರ್ದಾಕ್ಷಿಣ್ಯ ಕ್ರಮ ಜರುಗಿಸಬೇಕು ಎಂದರು. ಜಿಲ್ಲೆಯಲ್ಲಿ ಶಾಂತಿ ಕದಡುವ ಯಾವುದೇ ಯತ್ನ ಸಹಿಸುವುದಿಲ್ಲ ಎಂದು ಎಚ್ಚರಿಕೆ ನೀಡಿದರು. ಘಟನೆಗೆ ಸಂಬಂಧಿಸಿದಂತೆ ಸ್ಥಳೀಯರು ಪೊಲೀಸ್ ಠಾಣೆಗೆ ದೂರು ನೀಡಿದ್ದಾರೆ. <box>317 634 445 725</box>
lead-col-2 <box>166 117 314 335</box>
excellent-ad[interactable] <box>512 853 990 1051</box>
kirusudhi-item1-head: ಗುಳಿಗೆ ರಹಿತವಾಗಿ ಕಾಯಿಲೆ ಗುಣಪಡಿಸುವ ಪ್ರಾಣ ಚಿಕಿತ್ಸಾ ಶಿಬಿರ <box>12 381 176 412</box>
rathotsava-photo-caption: ಕೊಪ್ಪದಲ್ಲಿ ನಡೆದ ಶ್ರೀ ವೀರಭದ್ರ ಸ್ವಾಮಿ ರಥೋತ್ಸವದಲ್ಲಿ ಪಾಲ್ಗೊಂಡ ಸಹಸ್ರಾರು ಭಕ್ತರು. <box>10 1080 171 1087</box>
jaljeevan-col-4 <box>531 1272 693 1365</box>
kirusudhi-item2-body: ಸಮೀಪದ ಗ್ರಾಮದಲ್ಲಿ ಇಂದು ರಥೋತ್ಸವ ನಡೆಯಲಿದೆ. ಬೆಳಗ್ಗೆ 9 ಗಂಟೆಗೆ ವಿಶೇಷ ಪೂಜೆ ನಡೆದು, ಮಧ್ಯಾಹ್ನ ಮಹಾಮಂಗಳಾರತಿ ನಡೆಯಲಿದೆ. ಸಂಜೆ ಅನ್ನಸಂತರ್ಪಣೆ ಏರ್ಪಡಿಸಲಾಗಿದೆ. ಭಕ್ತರು ಹೆಚ್ಚಿನ ಸಂಖ್ಯೆಯಲ್ಲಿ ಆಗಮಿಸಿ ದೇವರ ದರ್ಶನ ಪಡೆಯಬೇಕು ಎಂದು ಆಡಳಿತ ಮಂಡಳಿ ಕೋರಿದೆ. <box>10 612 179 651</box>
lead-col-1 <box>10 117 158 335</box>
sharavathi-photo <box>593 720 990 830</box>
registration-marks <box>0 1526 1000 1540</box>
reg-dot <box>648 1528 657 1537</box>
sharavathi-quote <box>790 422 986 637</box>
kirusudhi-item3-dateline: ಚಿತ್ರದುರ್ಗ : <box>10 708 36 716</box>
reg-dot <box>888 1528 897 1537</box>
sharavathi-kicker: ಡಿಸಿ ಮತ್ತು ಎಸ್ಪಿ ಸಭೆಯಲ್ಲಿ ಮಾಜಿ ಡಿಸಿಎಂ ಈಶ್ವರಪ್ಪ <box>691 346 893 361</box>
job-role: CULTURAL PROGRAMS COORDINATOR <box>664 988 838 999</box>
jaljeevan-dateline: ಚಿತ್ರದುರ್ಗ : <box>10 1272 36 1280</box>
samadhi-kicker: ಅನ್ನಕೋಮಿನ ಬಾಲಕರಿಂದ ಹತ್ತಿಗೆ ಈಡಾಗಿದ್ದ ಸಂಕೇತ್ <box>280 346 491 361</box>
edition-place: ಶಿವಮೊಗ್ಗ <box>962 46 990 56</box>
kirusudhi-item1-body: ಪ್ರಾಣದ ಅಂತಃಶಕ್ತಿ ಜಾಗೃತಗೊಳಿಸಿ ಗುಳಿಗೆ ರಹಿತವಾಗಿ ಕಾಯಿಲೆ ಗುಣಪಡಿಸುವ ಪ್ರಾಣ ಚಿಕಿತ್ಸಾ ಶಿಬಿರ ನಗರದ ಸಭಾಂಗಣದಲ್ಲಿ ನಡೆಯಿತು. ಶಿಬಿರದ ಉದ್ಘಾಟನೆ ಮಾಡಿದ ತಜ್ಞರು ಮಾತನಾಡಿ, ಆರೋಗ್ಯಕರ ಜೀವನಕ್ಕೆ ಧ್ಯಾನ ಹಾಗೂ ಯೋಗ ಅಗತ್ಯ ಎಂದರು. ಈ ಸಂದರ್ಭದಲ್ಲಿ ಮಾನಸಿಕ ಒತ್ತಡ ನಿವಾರಣೆಗೆ ಸರಳ ಮಾರ್ಗಗಳನ್ನು ತಿಳಿಸಿಕೊಟ್ಟರು. ದೈನಂದಿನ ಜೀವನದಲ್ಲಿ ಸರಿಯಾದ ಆಹಾರ ಕ್ರಮ ಅನುಸರಿಸಬೇಕು ಎಂದು ಸಲಹೆ ನೀಡಿದರು. ವಿಜ್ಞಾನದ ಜೊತೆಗೆ ಪಾರಂಪರಿಕ ಚಿಕಿತ್ಸಾ ಪದ್ಧತಿಯೂ ಮುಖ್ಯ ಎಂದರು. ಶಿಬಿರದಲ್ಲಿ ನೂರಾರು ಮಂದಿ ಭಾಗವಹಿಸಿದ್ದರು. ಉಚಿತವಾಗಿ ಆರೋಗ್ಯ ತಪಾಸಣೆಯನ್ನೂ ನಡೆಸಲಾಯಿತು. ಕೇವಲ ಔಷಧಿಯಿಂದ ಮಾತ್ರ ಗುಣಮುಖರಾಗಲು ಸಾಧ್ಯವಿಲ್ಲ, ಮನಸ್ಸಿನ ಶಾಂತಿಯೂ ಅಗತ್ಯ ಎಂದು ವಿವರಿಸಿದರು. ಪ್ರತಿದಿನ ಬೆಳಗ್ಗೆ ವ್ಯಾಯಾಮ ಮಾಡುವ ಅಭ್ಯಾಸ ಬೆಳೆಸಿಕೊಳ್ಳಬೇಕು ಎಂದರು. ಶಿಬಿರ ಮೂರು ದಿನ ನಡೆಯಲಿದೆ ಎಂದು ಸಂಘಟಕರು ತಿಳಿಸಿದರು. <box>10 418 179 529</box>
lead-col2-text: ನಮ್ಮ ಧರ್ಮ ಹಾಗೂ ಸಂಸ್ಕೃತಿ ಪ್ರಪಂಚಕ್ಕೆ ಮಾದರಿ ಎಂದು ಹೇಳಿದರು. ಬೇರೆ ದೇಶಗಳಲ್ಲೂ ಹೋಗಿಯೂ ಜನರು ನಮ್ಮ ಸಂಸ್ಕೃತಿಯನ್ನು ಅನುಸರಿಸುತ್ತಾರೆ. ಅವರಿಗೆ ನಮ್ಮ ನೆಲದ ಬಗ್ಗೆ ಗೌರವವಿದೆ ಎಂದರು. ಎಲ್ಲರಿಗೂ ಮಾರ್ಗದರ್ಶನವಾಗಿ ಮೂಲ ತತ್ವವಾಗಿರುವುದೇ ವಿಶ್ವದ ಎಲ್ಲರಿಗೂ ಅನ್ವಯವಾಗುತ್ತದೆ ಎಂದರು. ಅಸ್ಪೃಶ್ಯತೆಯವನ್ನು ತೊಲಗಿಸಲು ಸಮಾಜದ ಎಲ್ಲರೂ ಪ್ರಯತ್ನಿಸಬೇಕು. ಮನುಷ್ಯ ಮನುಷ್ಯರ ನಡುವೆ ಭೇದ ಸಲ್ಲದು ಎಂದು ಹೇಳಿದರು. ಧಾರ್ಮಿಕ ಕಾರ್ಯಕ್ರಮದಲ್ಲಿ ಸಮಾಜದ ಮುಖಂಡರು ಹಾಗೂ ವಿವಿಧ ಸಂಘಟನೆಗಳ ಪ್ರಮುಖರು ಭಾಗವಹಿಸಿದ್ದರು. ಎಲ್ಲರಿಗೂ ಒಳಿತಾಗಲಿ ಎಂದು ಆಶೀರ್ವದಿಸಿದರು. ಮಠದ ಪರಂಪರೆ ಉಳಿಸುವ ಕೆಲಸ ನಡೆಯಬೇಕು ಎಂದರು. <box>174 117 314 219</box>
reg-dot <box>416 1528 425 1537</box>
